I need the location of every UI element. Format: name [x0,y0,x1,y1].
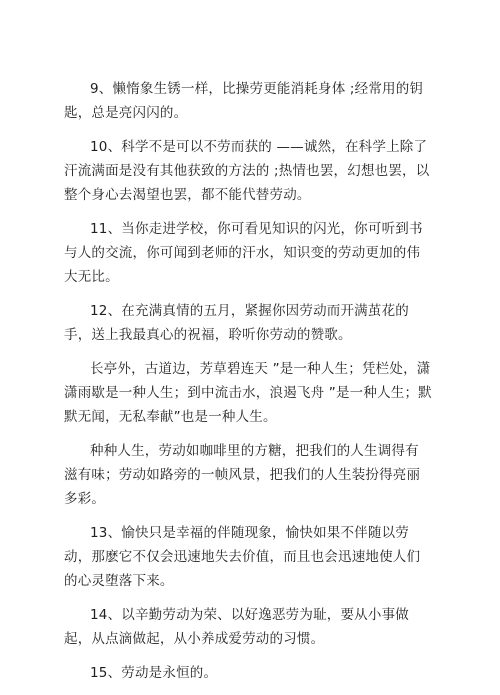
paragraph-13: 13、愉快只是幸福的伴随现象，愉快如果不伴随以劳动，那麽它不仅会迅速地失去价值，而且也会迅速地使人们的心灵堕落下来。 [64,525,421,589]
paragraph-zhongzhong: 种种人生，劳动如咖啡里的方糖，把我们的人生调得有滋有味；劳动如路旁的一帧风景，把我们的人生装扮得亮丽多彩。 [64,443,421,507]
paragraph-14: 14、以辛勤劳动为荣、以好逸恶劳为耻，要从小事做起，从点滴做起，从小养成爱劳动的习惯。 [64,607,409,647]
paragraph-11: 11、当你走进学校，你可看见知识的闪光，你可听到书与人的交流，你可闻到老师的汗水，知识变的劳动更加的伟大无比。 [64,221,423,285]
paragraph-9: 9、懒惰象生锈一样，比操劳更能消耗身体 ;经常用的钥匙，总是亮闪闪的。 [64,81,424,121]
paragraph-12: 12、在充满真情的五月，紧握你因劳动而开满茧花的手，送上我最真心的祝福，聆听你劳动的赞歌。 [64,303,409,343]
document-body [64,77,432,695]
paragraph-changting: 长亭外，古道边，芳草碧连天 ”是一种人生；凭栏处，潇潇雨歇是一种人生；到中流击水，浪遏飞舟 ”是一种人生；默默无闻，无私奉献”也是一种人生。 [64,361,432,425]
paragraph-10: 10、科学不是可以不劳而获的 ——诚然，在科学上除了汗流满面是没有其他获致的方法的 ;热情也罢，幻想也罢，以整个身心去渴望也罢，都不能代替劳动。 [64,139,430,203]
paragraph-15: 15、劳动是永恒的。 [90,665,218,681]
